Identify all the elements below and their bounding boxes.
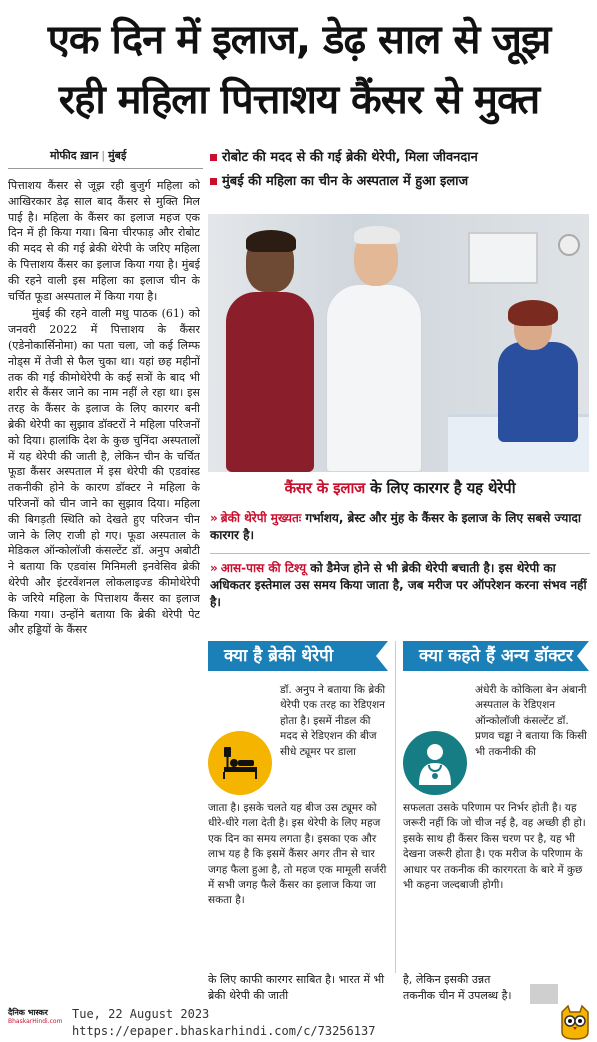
body-paragraph-1: पित्ताशय कैंसर से जूझ रही बुजुर्ग महिला को आखिरकार डेढ़ साल बाद कैंसर से मुक्ति मिल पाई है। महिला के कैंसर का इलाज महज एक दिन में ही किया गया। बिना चीरफाड़ और रोबोट की मदद से की गई ब्रेकी थेरेपी के जरिए महिला के पित्ताशय कैंसर का इलाज किया गया है। मुंबई की रहने वाली इस महिला का इलाज चीन के चर्चित फूडा अस्पताल में किया गया है। xyxy=(8,179,200,303)
photo-caption xyxy=(210,478,590,498)
headline-line-1: एक दिन में इलाज, डेढ़ साल से जूझ xyxy=(47,17,551,63)
box-right-text-rest: सफलता उसके परिणाम पर निर्भर होती है। यह जरूरी नहीं कि जो चीज नई है, वह अच्छी ही हो। इसके साथ ही कैंसर किस चरण पर है, यह भी देखना जरूरी होता है। एक मरीज के परिणाम के आधार पर तकनीक की कारगरता के बारे में कुछ भी कहना जल्दबाजी होगी। xyxy=(403,802,586,892)
kicker-1-text: रोबोट की मदद से की गई ब्रेकी थेरेपी, मिला जीवनदान xyxy=(222,150,478,165)
box-left-continuation: के लिए काफी कारगर साबित है। भारत में भी ब्रेकी थेरेपी की जाती xyxy=(208,973,385,1002)
photo-doctor-hair xyxy=(354,226,400,244)
bullet-2-lead: आस-पास की टिश्यू xyxy=(220,561,307,575)
epaper-url-link[interactable]: https://epaper.bhaskarhindi.com/c/73256137 xyxy=(72,1024,376,1038)
patient-iv-icon xyxy=(208,731,272,795)
box-right-continuation: है, लेकिन इसकी उन्नत तकनीक चीन में उपलब्ध है। xyxy=(403,973,512,1002)
headline-line-2: रही महिला पित्ताशय कैंसर से मुक्त xyxy=(58,77,540,123)
double-chevron-icon: » xyxy=(210,561,218,575)
margin-strip xyxy=(530,984,558,1004)
owl-mascot-icon xyxy=(558,1004,592,1040)
box-column-divider xyxy=(395,641,396,973)
logo-subtext: BhaskarHindi.com xyxy=(8,1018,63,1025)
box-right-text-top: अंधेरी के कोकिला बेन अंबानी अस्पताल के रेडिएशन ऑन्कोलॉजी कंसल्टेंट डॉ. प्रणव चड्ढा ने बताया कि किसी भी तकनीकी की xyxy=(475,684,587,758)
photo-caption-text: के लिए कारगर है यह थेरेपी xyxy=(365,479,516,497)
bhaskar-logo[interactable] xyxy=(8,1008,63,1036)
box-other-doctors xyxy=(403,641,589,971)
box-right-body xyxy=(403,683,589,893)
doctor-stethoscope-icon xyxy=(403,731,467,795)
box-what-is-brachytherapy xyxy=(208,641,388,971)
bullet-divider xyxy=(210,553,590,554)
photo-wall-monitor xyxy=(468,232,538,284)
photo-doctor xyxy=(326,284,422,472)
box-left-text-top: डॉ. अनुप ने बताया कि ब्रेकी थेरेपी एक तरह का रेडिएशन होता है। इसमें नीडल की मदद से रेडिएशन की बीज सीधे ट्यूमर पर डाला xyxy=(280,684,386,758)
photo-patient xyxy=(498,342,578,442)
photo-person-1 xyxy=(226,292,314,472)
kicker-bullet-icon xyxy=(210,178,217,185)
byline-city: मुंबई xyxy=(108,149,127,162)
photo-wall-clock xyxy=(558,234,580,256)
box-left-text-rest: जाता है। इसके चलते यह बीज उस ट्यूमर को धीरे-धीरे गला देती है। इस थेरेपी के लिए महज एक दिन का समय लगता है। इसका एक और लाभ यह है कि इसमें कैंसर अगर तीन से चार जगह फैला हुआ है, तो महज एक मामूली सर्जरी में सभी जगह फैले कैंसर का इलाज किया जा सकता है। xyxy=(208,802,387,907)
kicker-2-text: मुंबई की महिला का चीन के अस्पताल में हुआ इलाज xyxy=(222,174,469,189)
byline xyxy=(50,148,126,163)
body-paragraph-2: मुंबई की रहने वाली मधु पाठक (61) को जनवरी 2022 में पित्ताशय के कैंसर (एडेनोकार्सिनोमा) का पता चला, जो कई लिम्फ नोड्स में तेजी से फैल चुका था। यहां छह महीनों तक की गई कीमोथेरेपी के कई सत्रों के बाद भी शरीर से कैंसर जाने का नाम नहीं ले रहा था। इस तरह के कैंसर के इलाज के लिए कारगर बनी ब्रेकी थेरेपी का सुझाव डॉक्टरों ने महिला परिजनों को दिया। हालांकि देश के कुछ चुनिंदा अस्पतालों में यह थेरेपी की जाती है, लेकिन चीन के चर्चित फूडा कैंसर अस्पताल में इस थेरेपी की एडवांस्ड तकनीकी होने के कारण डॉक्टर ने महिला के परिजनों को चीन जाने का सुझाव दिया। महिला की बिगड़ती स्थिति को देखते हुए परिजन चीन जाने के लिए राजी हो गए। फूडा अस्पताल के मेडिकल ऑन्कोलॉजी कंसल्टेंट डॉ. अनुप अबोटी ने बताया कि एडवांस मिनिमली इनवेसिव ब्रेकी थेरेपी और इंटरवेंशनल लोकलाइज्ड कीमोथेरेपी के जरिये महिला के पित्ताशय कैंसर का इलाज किया गया। उन्होंने बताया कि ब्रेकी थेरेपी पेट और हड्डियों के कैंसर xyxy=(8,307,200,637)
headline xyxy=(8,12,590,128)
bullet-1-text: गर्भाशय, ब्रेस्ट और मुंह के कैंसर के इलाज के लिए सबसे ज्यादा कारगर है। xyxy=(210,511,581,542)
bullet-2 xyxy=(210,560,592,611)
byline-separator: | xyxy=(101,149,106,162)
byline-divider xyxy=(8,168,203,169)
byline-author: मोफीद ख़ान xyxy=(50,149,99,162)
edition-date: Tue, 22 August 2023 xyxy=(72,1007,210,1021)
kicker-2 xyxy=(210,172,592,192)
article-photo xyxy=(208,214,589,472)
box-left-title: क्या है ब्रेकी थेरेपी xyxy=(208,641,388,671)
photo-caption-highlight: कैंसर के इलाज xyxy=(284,479,366,497)
epaper-footer xyxy=(0,1004,597,1042)
logo-text: दैनिक भास्कर xyxy=(8,1008,48,1017)
bullet-2-text: को डैमेज होने से भी ब्रेकी थेरेपी बचाती है। इस थेरेपी का अधिकतर इस्तेमाल उस समय किया जाता है, जब मरीज पर ऑपरेशन करना संभव नहीं है। xyxy=(210,561,587,609)
bullet-1 xyxy=(210,510,592,544)
box-left-body xyxy=(208,683,388,909)
article-body xyxy=(8,178,200,972)
kicker-1 xyxy=(210,148,592,168)
bullet-1-lead: ब्रेकी थेरेपी मुख्यतः xyxy=(220,511,302,525)
box-right-title: क्या कहते हैं अन्य डॉक्टर xyxy=(403,641,589,671)
double-chevron-icon: » xyxy=(210,511,218,525)
kicker-bullet-icon xyxy=(210,154,217,161)
photo-person-1-hair xyxy=(246,230,296,252)
photo-patient-hair xyxy=(508,300,558,326)
